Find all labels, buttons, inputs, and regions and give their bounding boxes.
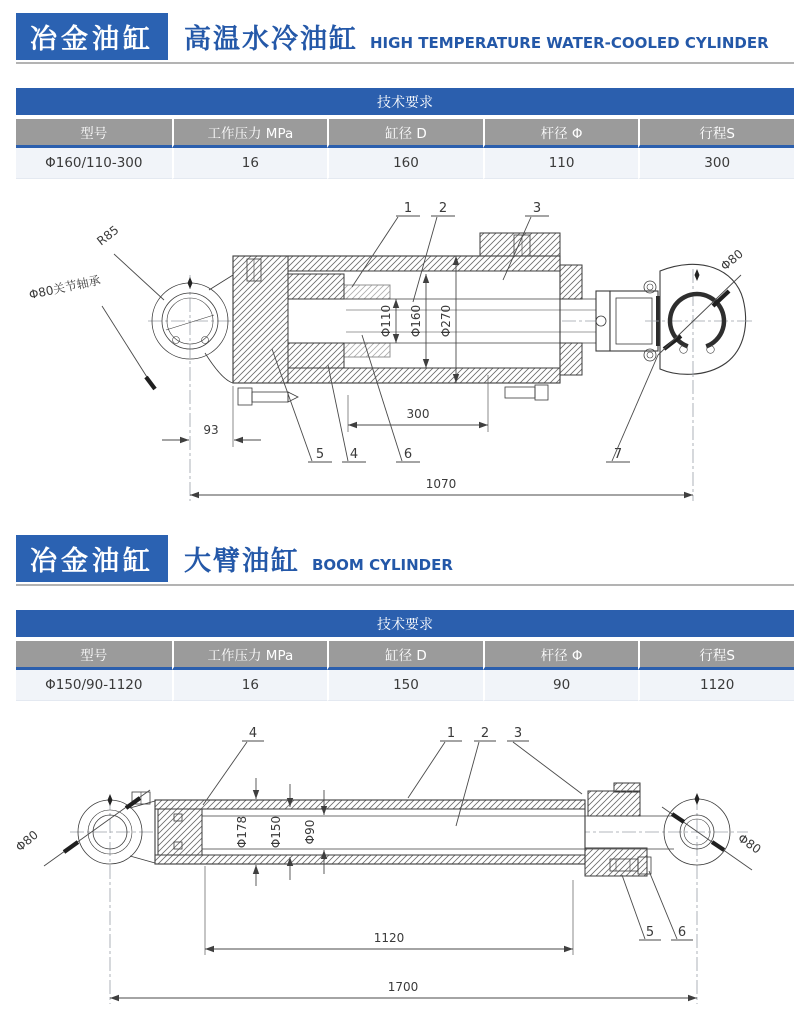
brand-badge-2-text: 冶金油缸 — [30, 545, 154, 577]
table2-caption: 技术要求 — [16, 610, 794, 641]
callout-3: 3 — [513, 726, 523, 741]
table2-data-row — [16, 670, 794, 701]
table1-col-rod: 杆径 Φ — [483, 119, 639, 148]
spec-table-1 — [16, 88, 794, 179]
section2-title-cn: 大臂油缸 — [184, 545, 300, 577]
dim-phi110-label: Φ110 — [379, 304, 393, 338]
dim-phi150-label: Φ150 — [269, 815, 283, 849]
section1-titles — [184, 17, 769, 56]
dim-phi80-right-label: Φ80 — [735, 830, 764, 857]
dim-phi80-label: Φ80 — [717, 246, 746, 274]
table1-col-bore: 缸径 D — [327, 119, 483, 148]
dim-1700: 1700 — [387, 980, 419, 994]
callout-1: 1 — [403, 201, 413, 216]
dim-phi178-label: Φ178 — [235, 815, 249, 849]
callout-4: 4 — [248, 726, 258, 741]
table2-col-model: 型号 — [16, 641, 172, 670]
table1-col-stroke: 行程S — [638, 119, 794, 148]
dim-1120: 1120 — [373, 931, 405, 945]
brand-badge-2 — [16, 535, 168, 582]
callout-5: 5 — [315, 447, 325, 462]
table1-header-row — [16, 119, 794, 148]
dim-phi80-left-label: Φ80 — [12, 827, 41, 855]
table2-col-pressure: 工作压力 MPa — [172, 641, 328, 670]
dim-1070: 1070 — [425, 477, 457, 491]
table2-bore: 150 — [327, 670, 483, 701]
table1-caption-row — [16, 88, 794, 119]
callout-2: 2 — [480, 726, 490, 741]
table2-caption-row — [16, 610, 794, 641]
brand-badge-text: 冶金油缸 — [30, 23, 154, 55]
table1-caption: 技术要求 — [16, 88, 794, 119]
table2-pressure: 16 — [172, 670, 328, 701]
callout-6: 6 — [677, 925, 687, 940]
cylinder-tube — [155, 783, 674, 876]
dim-phi160-label: Φ160 — [409, 304, 423, 338]
section2-title-en: BOOM CYLINDER — [312, 555, 453, 574]
callout-1: 1 — [446, 726, 456, 741]
drawing-boom-cylinder — [0, 708, 810, 1018]
callout-7: 7 — [613, 447, 623, 462]
table2-col-stroke: 行程S — [638, 641, 794, 670]
table1-stroke: 300 — [638, 148, 794, 179]
left-eye — [152, 275, 233, 383]
callout-6: 6 — [403, 447, 413, 462]
table1-rod: 110 — [483, 148, 639, 179]
table2-stroke: 1120 — [638, 670, 794, 701]
dim-phi270-label: Φ270 — [439, 304, 453, 338]
spec-table-2 — [16, 610, 794, 701]
brand-badge — [16, 13, 168, 60]
table2-header-row — [16, 641, 794, 670]
dim-r85-label: R85 — [94, 222, 122, 249]
table1-pressure: 16 — [172, 148, 328, 179]
callout-4: 4 — [349, 447, 359, 462]
table1-model: Φ160/110-300 — [16, 148, 172, 179]
section2-header — [16, 532, 794, 586]
section1-title-en: HIGH TEMPERATURE WATER-COOLED CYLINDER — [370, 33, 769, 52]
table1-data-row — [16, 148, 794, 179]
section1-title-cn: 高温水冷油缸 — [184, 23, 358, 55]
dim-bearing-label: Φ80关节轴承 — [27, 273, 102, 302]
section2-titles — [184, 539, 453, 578]
dim-phi90-label: Φ90 — [303, 819, 317, 845]
table2-col-rod: 杆径 Φ — [483, 641, 639, 670]
right-eye — [645, 264, 748, 378]
table2-col-bore: 缸径 D — [327, 641, 483, 670]
drawing-water-cooled-cylinder — [0, 193, 810, 523]
dim-93: 93 — [203, 423, 219, 437]
table2-rod: 90 — [483, 670, 639, 701]
table1-bore: 160 — [327, 148, 483, 179]
table1-col-pressure: 工作压力 MPa — [172, 119, 328, 148]
callout-2: 2 — [438, 201, 448, 216]
left-eye — [78, 792, 155, 864]
section1-header — [16, 10, 794, 64]
dim-300: 300 — [406, 407, 430, 421]
table1-col-model: 型号 — [16, 119, 172, 148]
callout-3: 3 — [532, 201, 542, 216]
callout-5: 5 — [645, 925, 655, 940]
table2-model: Φ150/90-1120 — [16, 670, 172, 701]
